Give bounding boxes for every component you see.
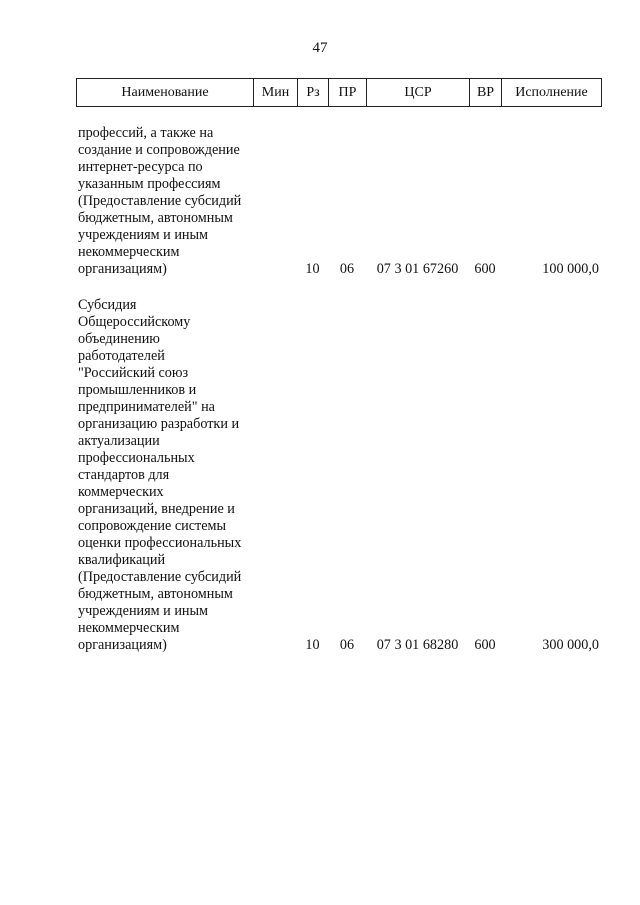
header-rz: Рз bbox=[298, 79, 329, 107]
row-vr: 600 bbox=[474, 261, 496, 277]
table-header bbox=[76, 78, 602, 107]
header-vr: ВР bbox=[470, 79, 502, 107]
row-rz: 10 bbox=[305, 261, 320, 277]
row-csr: 07 3 01 68280 bbox=[376, 637, 459, 653]
header-min: Мин bbox=[254, 79, 298, 107]
page-number: 47 bbox=[312, 40, 328, 56]
header-amount: Исполнение bbox=[502, 79, 602, 107]
row-pr: 06 bbox=[339, 637, 355, 653]
header-pr: ПР bbox=[329, 79, 367, 107]
table-body bbox=[76, 125, 601, 654]
row-min bbox=[253, 297, 297, 654]
row-name: Субсидия Общероссийскому объединению работодателей "Российский союз промышленников и предпринимателей" на организацию разработки и актуализации профессиональных стандартов для коммерческих организаций, внедрение и сопровождение системы оценки профессиональных квалификаций (Предоставление субсидий бюджетным, автономным учреждениям и иным некоммерческим организациям) bbox=[78, 297, 242, 653]
table-row bbox=[76, 297, 601, 654]
row-min bbox=[253, 125, 297, 278]
header-csr: ЦСР bbox=[367, 79, 470, 107]
table-row bbox=[76, 125, 601, 278]
header-name: Наименование bbox=[77, 79, 254, 107]
row-vr: 600 bbox=[474, 637, 496, 653]
row-amount: 300 000,0 bbox=[542, 637, 599, 653]
row-rz: 10 bbox=[305, 637, 320, 653]
row-csr: 07 3 01 67260 bbox=[376, 261, 459, 277]
row-gap bbox=[76, 278, 601, 297]
row-amount: 100 000,0 bbox=[542, 261, 599, 277]
row-name: профессий, а также на создание и сопровождение интернет-ресурса по указанным профессиям (Предоставление субсидий бюджетным, автономным учреждениям и иным некоммерческим организациям) bbox=[78, 125, 242, 277]
row-pr: 06 bbox=[339, 261, 355, 277]
header-row bbox=[77, 79, 602, 107]
